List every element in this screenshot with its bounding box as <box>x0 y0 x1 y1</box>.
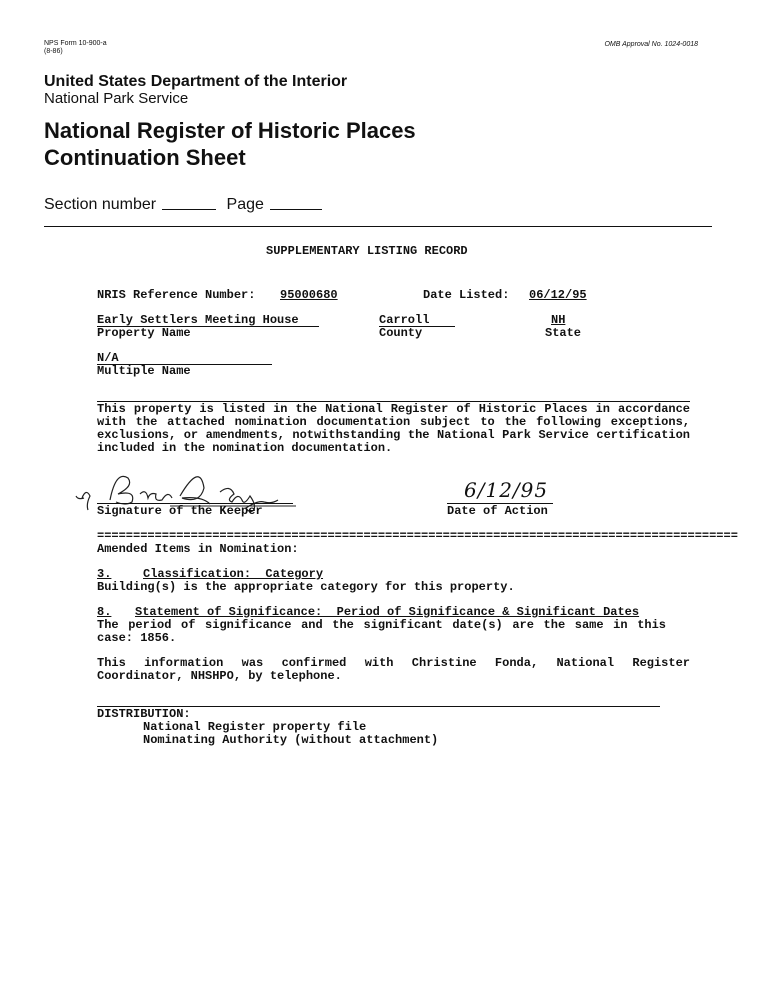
item3-title: Classification: Category <box>143 567 324 581</box>
separator-line: ========================================================================================= <box>97 529 738 543</box>
item3-number: 3. <box>97 567 112 581</box>
signature-label: Signature of the Keeper <box>97 504 263 518</box>
state-value: NH <box>551 313 566 327</box>
header-rule <box>44 226 712 227</box>
item8-text: The period of significance and the significant date(s) are the same in this case: 1856. <box>97 618 666 645</box>
multiple-name-label: Multiple Name <box>97 364 191 378</box>
page-subtitle: Continuation Sheet <box>44 145 246 170</box>
date-listed-value: 06/12/95 <box>529 288 587 302</box>
section-number-label: Section number <box>44 196 157 213</box>
item8-number: 8. <box>97 605 112 619</box>
form-number-text: NPS Form 10-900-a <box>44 40 107 47</box>
nris-value: 95000680 <box>280 288 338 302</box>
handwritten-date: 6/12/95 <box>464 478 549 502</box>
date-of-action-label: Date of Action <box>447 504 548 518</box>
distribution-heading: DISTRIBUTION: <box>97 707 191 721</box>
distribution-item: Nominating Authority (without attachment) <box>143 733 439 747</box>
nris-label: NRIS Reference Number: <box>97 288 256 302</box>
item3-text: Building(s) is the appropriate category for this property. <box>97 580 515 594</box>
section-number-blank <box>162 209 216 210</box>
county-label: County <box>379 326 423 340</box>
property-name-label: Property Name <box>97 326 191 340</box>
omb-approval: OMB Approval No. 1024-0018 <box>604 41 698 48</box>
section-page-row <box>44 196 328 214</box>
page-number-blank <box>270 209 322 210</box>
page-title: National Register of Historic Places <box>44 118 416 143</box>
record-heading: SUPPLEMENTARY LISTING RECORD <box>266 244 468 258</box>
form-number <box>44 40 107 56</box>
date-listed-label: Date Listed: <box>423 288 510 302</box>
state-label: State <box>545 326 582 340</box>
multiple-name-value: N/A <box>97 351 119 365</box>
department-name: United States Department of the Interior <box>44 73 348 90</box>
amended-heading: Amended Items in Nomination: <box>97 542 299 556</box>
keeper-signature <box>70 468 310 528</box>
distribution-item: National Register property file <box>143 720 367 734</box>
confirmation-text: This information was confirmed with Christine Fonda, National Register Coordinator, NHSHPO, by telephone. <box>97 656 690 683</box>
county-value: Carroll <box>379 313 430 327</box>
agency-name: National Park Service <box>44 90 189 107</box>
page-label: Page <box>226 196 264 213</box>
property-name-value: Early Settlers Meeting House <box>97 313 299 327</box>
item8-title: Statement of Significance: Period of Significance & Significant Dates <box>135 605 640 619</box>
form-revision: (8-86) <box>44 48 63 55</box>
listing-statement: This property is listed in the National Register of Historic Places in accordance with the attached nomination documentation subject to the following exceptions, exclusions, or amendments, notwithstanding the National Park Service certification included in the nomination documentation. <box>97 402 690 455</box>
